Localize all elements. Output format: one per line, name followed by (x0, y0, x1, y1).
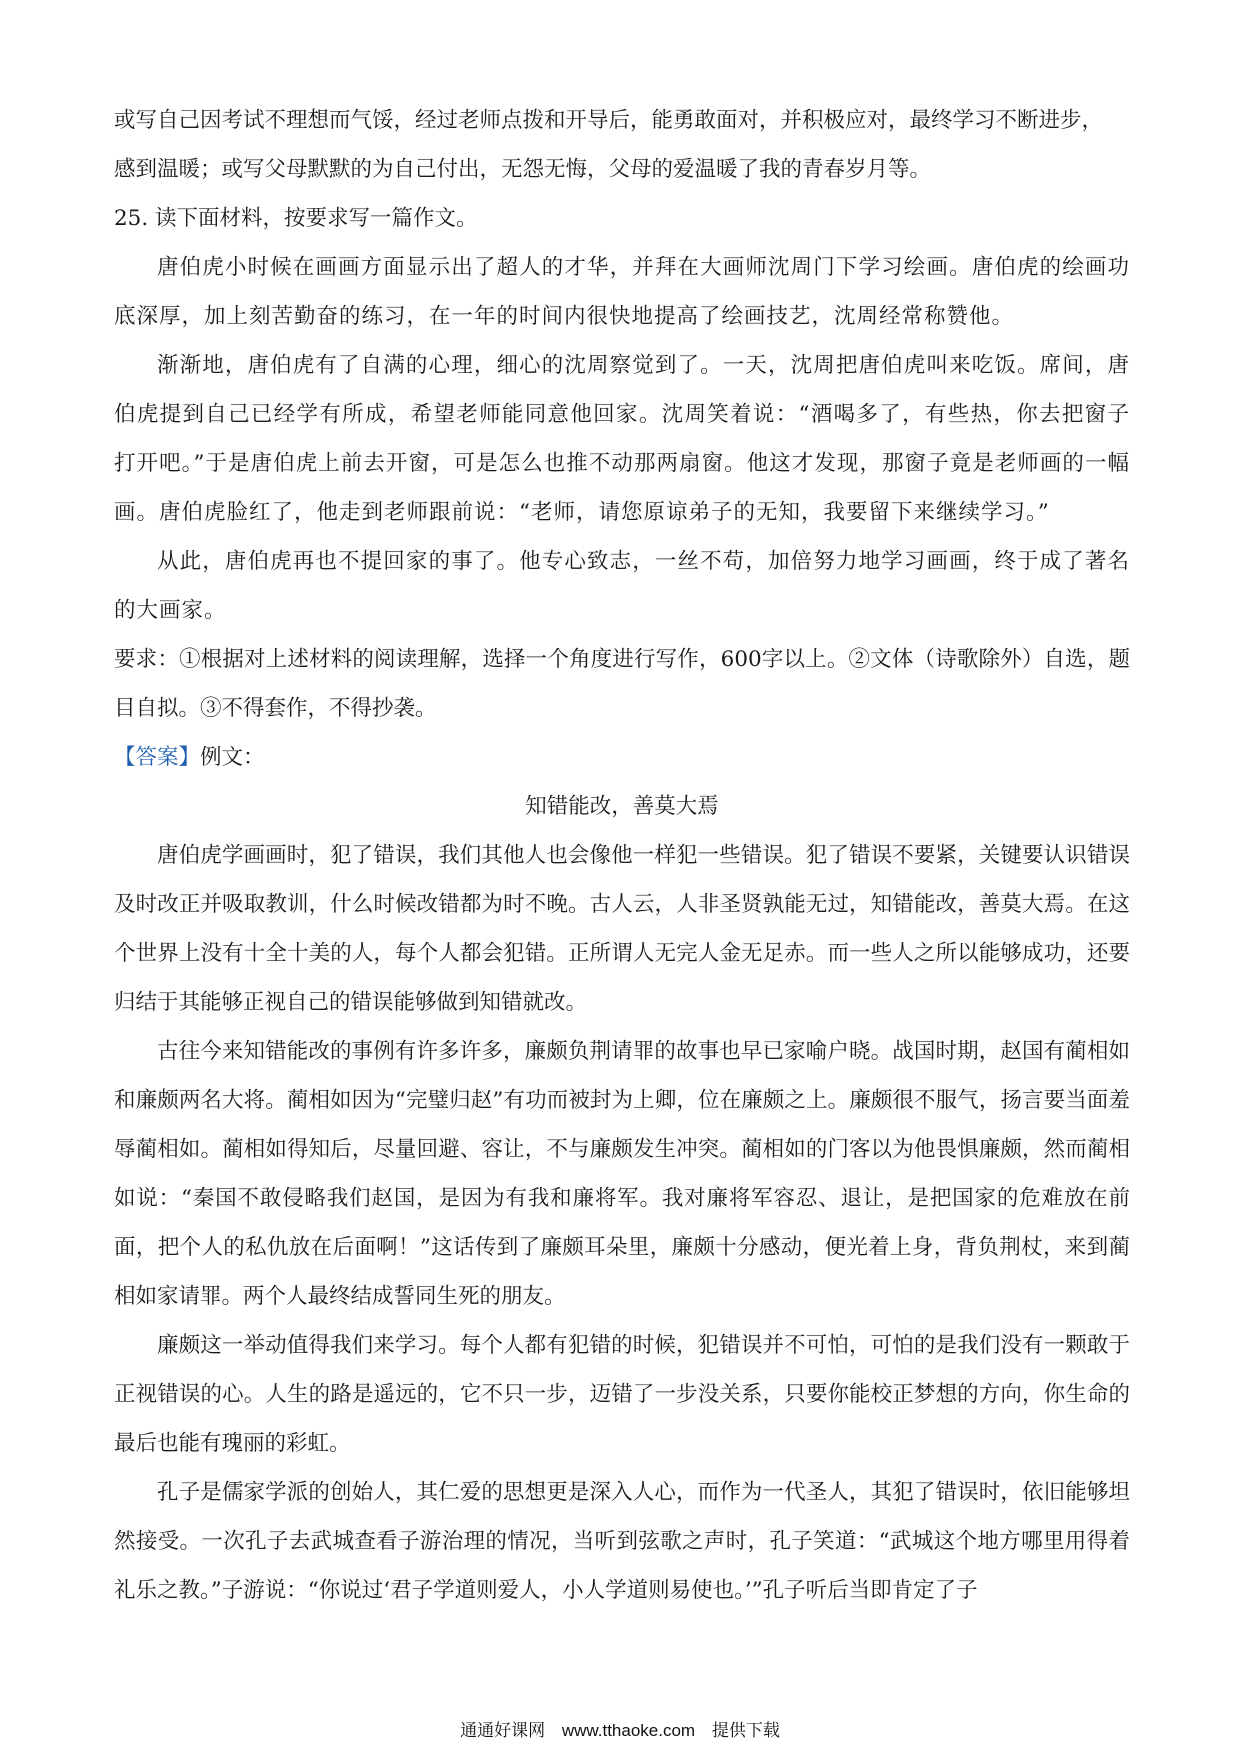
essay-paragraph-1: 唐伯虎学画画时，犯了错误，我们其他人也会像他一样犯一些错误。犯了错误不要紧，关键要认识错误及时改正并吸取教训，什么时候改错都为时不晚。古人云，人非圣贤孰能无过，知错能改，善莫大焉。在这个世界上没有十全十美的人，每个人都会犯错。正所谓人无完人金无足赤。而一些人之所以能够成功，还要归结于其能够正视自己的错误能够做到知错就改。 (114, 843, 1130, 1015)
material-paragraph-2: 渐渐地，唐伯虎有了自满的心理，细心的沈周察觉到了。一天，沈周把唐伯虎叫来吃饭。席间，唐伯虎提到自己已经学有所成，希望老师能同意他回家。沈周笑着说：“酒喝多了，有些热，你去把窗子打开吧。”于是唐伯虎上前去开窗，可是怎么也推不动那两扇窗。他这才发现，那窗子竟是老师画的一幅画。唐伯虎脸红了，他走到老师跟前说：“老师，请您原谅弟子的无知，我要留下来继续学习。” (114, 353, 1130, 525)
essay-paragraph-4: 孔子是儒家学派的创始人，其仁爱的思想更是深入人心，而作为一代圣人，其犯了错误时，依旧能够坦然接受。一次孔子去武城查看子游治理的情况，当听到弦歌之声时，孔子笑道：“武城这个地方哪里用得着礼乐之教。”子游说：“你说过‘君子学道则爱人，小人学道则易使也。’”孔子听后当即肯定了子 (114, 1480, 1130, 1603)
footer-note: 提供下载 (711, 1721, 780, 1740)
question-title: 25. 读下面材料，按要求写一篇作文。 (114, 206, 478, 231)
material-paragraph-1: 唐伯虎小时候在画画方面显示出了超人的才华，并拜在大画师沈周门下学习绘画。唐伯虎的绘画功底深厚，加上刻苦勤奋的练习，在一年的时间内很快地提高了绘画技艺，沈周经常称赞他。 (114, 255, 1130, 329)
page-footer (0, 1716, 1240, 1741)
footer-url[interactable]: www.tthaoke.com (561, 1721, 696, 1740)
answer-heading (114, 733, 1130, 782)
writing-requirement: 要求：①根据对上述材料的阅读理解，选择一个角度进行写作，600字以上。②文体（诗歌除外）自选，题目自拟。③不得套作，不得抄袭。 (114, 647, 1130, 721)
essay-paragraph-2: 古往今来知错能改的事例有许多许多，廉颇负荆请罪的故事也早已家喻户晓。战国时期，赵国有蔺相如和廉颇两名大将。蔺相如因为“完璧归赵”有功而被封为上卿，位在廉颇之上。廉颇很不服气，扬言要当面羞辱蔺相如。蔺相如得知后，尽量回避、容让，不与廉颇发生冲突。蔺相如的门客以为他畏惧廉颇，然而蔺相如说：“秦国不敢侵略我们赵国，是因为有我和廉将军。我对廉将军容忍、退让，是把国家的危难放在前面，把个人的私仇放在后面啊！”这话传到了廉颇耳朵里，廉颇十分感动，便光着上身，背负荆杖，来到蔺相如家请罪。两个人最终结成誓同生死的朋友。 (114, 1039, 1130, 1309)
prev-answer-line-2: 感到温暖；或写父母默默的为自己付出，无怨无悔，父母的爱温暖了我的青春岁月等。 (114, 157, 932, 182)
material-paragraph-3: 从此，唐伯虎再也不提回家的事了。他专心致志，一丝不苟，加倍努力地学习画画，终于成了著名的大画家。 (114, 549, 1130, 623)
answer-label: 例文： (200, 745, 265, 770)
essay-paragraph-3: 廉颇这一举动值得我们来学习。每个人都有犯错的时候，犯错误并不可怕，可怕的是我们没有一颗敢于正视错误的心。人生的路是遥远的，它不只一步，迈错了一步没关系，只要你能校正梦想的方向，你生命的最后也能有瑰丽的彩虹。 (114, 1333, 1130, 1456)
prev-answer-line-1: 或写自己因考试不理想而气馁，经过老师点拨和开导后，能勇敢面对，并积极应对，最终学习不断进步， (114, 108, 1104, 133)
answer-tag: 【答案】 (114, 745, 201, 770)
essay-title: 知错能改，善莫大焉 (525, 794, 719, 819)
footer-site-name: 通通好课网 (460, 1721, 546, 1740)
page-content (114, 96, 1130, 1615)
